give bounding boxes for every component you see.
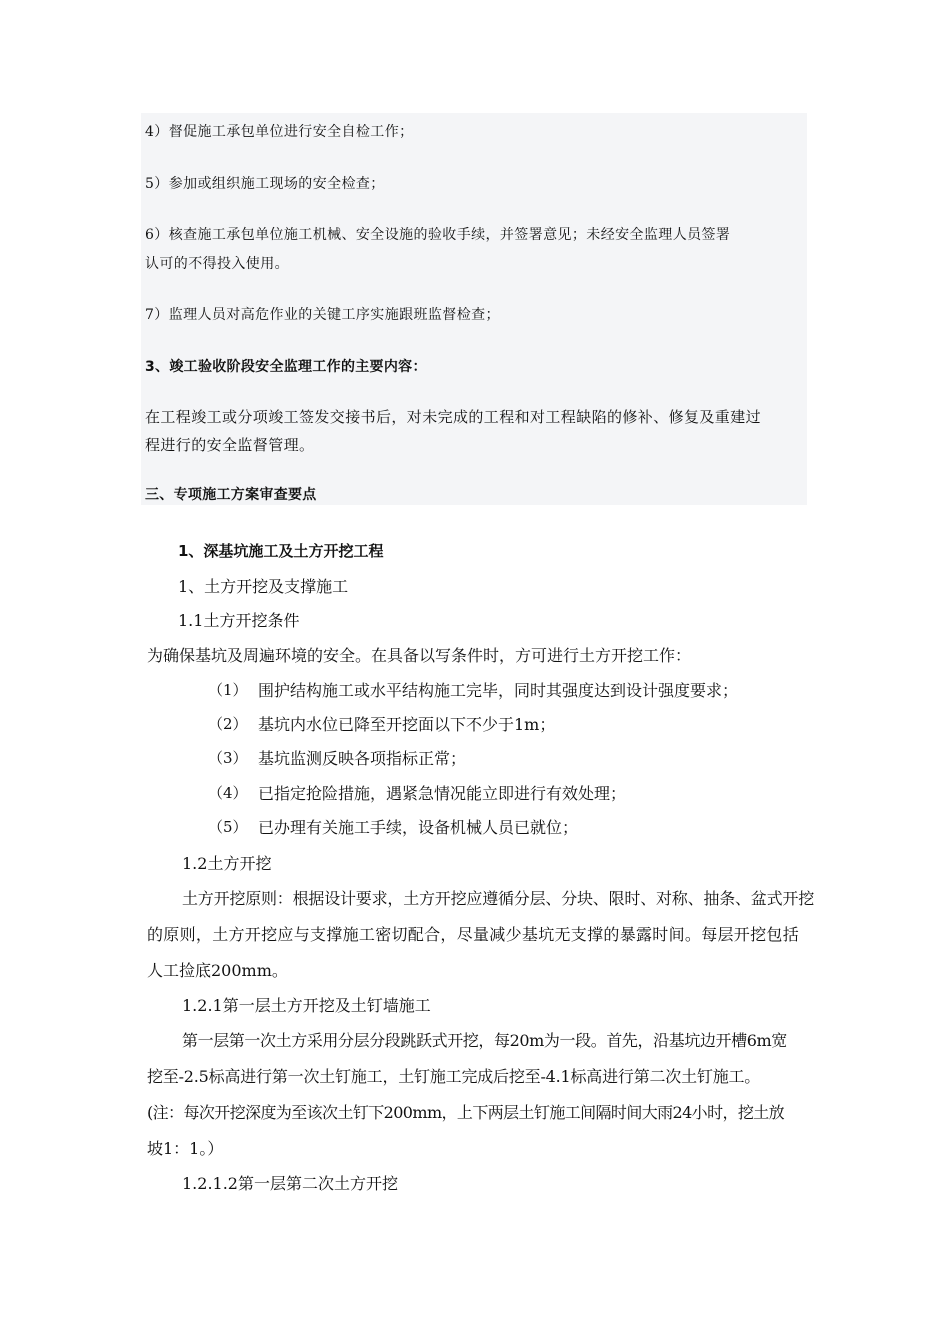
heading-1-2-1: 1.2.1第一层土方开挖及土钉墙施工 — [182, 996, 431, 1015]
list-item-text: 基坑内水位已降至开挖面以下不少于1m； — [258, 715, 556, 734]
layer1-line2: 挖至-2.5标高进行第一次土钉施工，土钉施工完成后挖至-4.1标高进行第二次土钉施工。 — [147, 1067, 761, 1086]
heading-excavation-support: 1、土方开挖及支撑施工 — [178, 577, 349, 596]
paragraph-item-5: 5）参加或组织施工现场的安全检查； — [145, 176, 385, 192]
paragraph-item-6-line1: 6）核查施工承包单位施工机械、安全设施的验收手续，并签署意见；未经安全监理人员签署 — [145, 227, 731, 243]
list-item-text: 已办理有关施工手续，设备机械人员已就位； — [258, 818, 579, 837]
heading-3: 3、竣工验收阶段安全监理工作的主要内容： — [145, 359, 427, 375]
list-item-text: 围护结构施工或水平结构施工完毕，同时其强度达到设计强度要求； — [258, 681, 739, 700]
heading-deep-pit: 1、深基坑施工及土方开挖工程 — [178, 542, 384, 560]
paragraph-item-6-line2: 认可的不得投入使用。 — [145, 256, 289, 272]
list-item-number: （3） — [208, 749, 248, 767]
section-heading: 三、专项施工方案审查要点 — [145, 487, 317, 503]
list-item-number: （4） — [208, 784, 248, 802]
list-item-number: （2） — [208, 715, 248, 733]
heading-1-2: 1.2土方开挖 — [182, 854, 272, 873]
paragraph-item-4: 4）督促施工承包单位进行安全自检工作； — [145, 124, 414, 140]
layer1-line3: (注：每次开挖深度为至该次土钉下200mm，上下两层土钉施工间隔时间大雨24小时，挖土放 — [147, 1103, 785, 1122]
paragraph-completion-line2: 程进行的安全监督管理。 — [145, 436, 315, 454]
principle-line3: 人工捡底200mm。 — [147, 961, 288, 980]
intro-paragraph: 为确保基坑及周遍环境的安全。在具备以写条件时，方可进行土方开挖工作： — [147, 646, 692, 665]
list-item-text: 基坑监测反映各项指标正常； — [258, 749, 467, 768]
layer1-line1: 第一层第一次土方采用分层分段跳跃式开挖，每20m为一段。首先，沿基坑边开槽6m宽 — [182, 1031, 787, 1050]
paragraph-item-7: 7）监理人员对高危作业的关键工序实施跟班监督检查； — [145, 307, 500, 323]
heading-1-1: 1.1土方开挖条件 — [178, 611, 300, 630]
layer1-line4: 坡1：1。） — [147, 1139, 224, 1158]
list-item-number: （1） — [208, 681, 248, 699]
principle-line1: 土方开挖原则：根据设计要求，土方开挖应遵循分层、分块、限时、对称、抽条、盆式开挖 — [182, 889, 815, 908]
list-item-number: （5） — [208, 818, 248, 836]
paragraph-completion-line1: 在工程竣工或分项竣工签发交接书后，对未完成的工程和对工程缺陷的修补、修复及重建过 — [145, 408, 762, 426]
heading-1-2-1-2: 1.2.1.2第一层第二次土方开挖 — [182, 1174, 398, 1193]
principle-line2: 的原则，土方开挖应与支撑施工密切配合，尽量减少基坑无支撑的暴露时间。每层开挖包括 — [147, 925, 800, 944]
list-item-text: 已指定抢险措施，遇紧急情况能立即进行有效处理； — [258, 784, 627, 803]
